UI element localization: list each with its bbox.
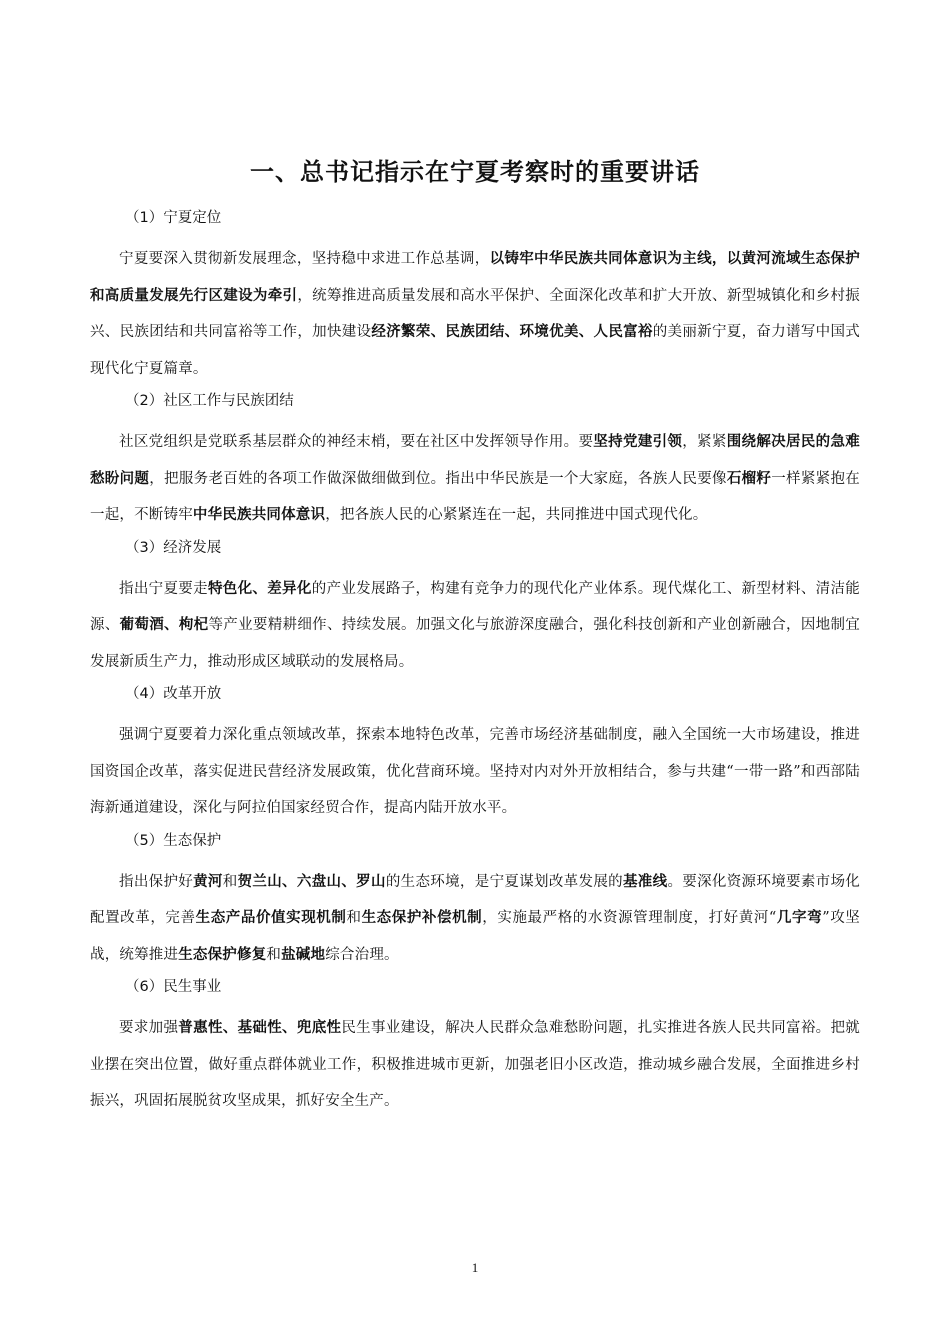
emphasis-text: 贺兰山、六盘山、罗山 xyxy=(237,873,386,890)
emphasis-text: 以铸牢中华民族共同体意识为主线，以黄河流域生态保护和高质量发展先行区建设为牵引 xyxy=(90,251,860,304)
text-segment: ，把服务老百姓的各项工作做深做细做到位。指出中华民族是一个大家庭，各族人民要像 xyxy=(149,470,727,487)
page-title: 一、总书记指示在宁夏考察时的重要讲话 xyxy=(250,157,700,186)
emphasis-text: 特色化、差异化 xyxy=(207,580,312,597)
text-segment: 等产业要精耕细作、持续发展。加强文化与旅游深度融合，强化科技创新和产业创新融合，因地制宜发展新质生产力，推动形成区域联动的发展格局。 xyxy=(90,617,860,670)
text-segment: 。要深化资源环境要素市场化配置改革，完善 xyxy=(90,873,860,926)
text-segment: 一样紧紧抱在一起，不断铸牢 xyxy=(90,470,860,523)
emphasis-text: 葡萄酒、枸杞 xyxy=(119,617,209,633)
text-segment: 社区党组织是党联系基层群众的神经末梢，要在社区中发挥领导作用。要 xyxy=(119,434,594,450)
emphasis-text: 生态保护补偿机制 xyxy=(361,910,483,926)
section-heading: （5）生态保护 xyxy=(125,832,222,849)
emphasis-text: 普惠性、基础性、兜底性 xyxy=(178,1020,342,1036)
section-heading: （2）社区工作与民族团结 xyxy=(125,393,294,409)
emphasis-text: 生态产品价值实现机制 xyxy=(195,910,347,926)
text-segment: 民生事业建设，解决人民群众急难愁盼问题，扎实推进各族人民共同富裕。把就业摆在突出位置，做好重点群体就业工作，积极推进城市更新，加强老旧小区改造，推动城乡融合发展，全面推进乡村振兴，巩固拓展脱贫攻坚成果，抓好安全生产。 xyxy=(90,1020,860,1109)
section-heading: （1）宁夏定位 xyxy=(125,210,222,226)
text-segment: ”攻坚战，统筹推进 xyxy=(90,910,860,963)
emphasis-text: 坚持党建引领 xyxy=(593,434,683,450)
emphasis-text: 围绕解决居民的急难愁盼问题 xyxy=(90,434,860,487)
document-body xyxy=(90,206,860,1122)
text-segment: 强调宁夏要着力深化重点领域改革，探索本地特色改革，完善市场经济基础制度，融入全国统一大市场建设，推进国资国企改革，落实促进民营经济发展政策，优化营商环境。坚持对内对外开放相结合，参与共建“一带一路”和西部陆海新通道建设，深化与阿拉伯国家经贸合作，提高内陆开放水平。 xyxy=(90,727,860,816)
section-paragraph xyxy=(90,241,860,387)
text-segment: ，实施最严格的水资源管理制度，打好黄河“ xyxy=(482,910,777,926)
text-segment: 的产业发展路子，构建有竞争力的现代化产业体系。现代煤化工、新型材料、清洁能源、 xyxy=(90,580,860,633)
page-number: 1 xyxy=(471,1260,479,1275)
text-segment: 的生态环境，是宁夏谋划改革发展的 xyxy=(385,873,623,890)
section-paragraph xyxy=(90,717,860,827)
text-segment: 和 xyxy=(266,946,282,963)
section-heading: （3）经济发展 xyxy=(125,539,222,556)
section-paragraph xyxy=(90,864,860,974)
emphasis-text: 盐碱地 xyxy=(281,946,326,963)
text-segment: 宁夏要深入贯彻新发展理念，坚持稳中求进工作总基调， xyxy=(119,251,490,267)
text-segment: ，紧紧 xyxy=(682,434,727,450)
text-segment: 和 xyxy=(222,873,238,890)
text-segment: 综合治理。 xyxy=(325,946,399,963)
section-heading: （4）改革开放 xyxy=(125,686,222,702)
text-segment: ，统筹推进高质量发展和高水平保护、全面深化改革和扩大开放、新型城镇化和乡村振兴、民族团结和共同富裕等工作，加快建设 xyxy=(90,287,860,340)
emphasis-text: 石榴籽 xyxy=(726,470,772,487)
text-segment: 指出保护好 xyxy=(119,873,194,890)
emphasis-text: 经济繁荣、民族团结、环境优美、人民富裕 xyxy=(371,324,653,340)
emphasis-text: 基准线 xyxy=(622,873,668,890)
section-paragraph xyxy=(90,1010,860,1120)
text-segment: 和 xyxy=(346,910,362,926)
emphasis-text: 几字弯 xyxy=(776,910,823,926)
text-segment: 要求加强 xyxy=(119,1020,179,1036)
emphasis-text: 中华民族共同体意识 xyxy=(192,507,326,523)
emphasis-text: 黄河 xyxy=(193,873,223,890)
text-segment: 指出宁夏要走 xyxy=(119,580,208,597)
section-heading: （6）民生事业 xyxy=(125,979,222,995)
text-segment: ，把各族人民的心紧紧连在一起，共同推进中国式现代化。 xyxy=(325,507,708,523)
text-segment: 的美丽新宁夏，奋力谱写中国式现代化宁夏篇章。 xyxy=(90,324,860,377)
emphasis-text: 生态保护修复 xyxy=(178,946,267,963)
section-paragraph xyxy=(90,571,860,681)
section-paragraph xyxy=(90,424,860,534)
